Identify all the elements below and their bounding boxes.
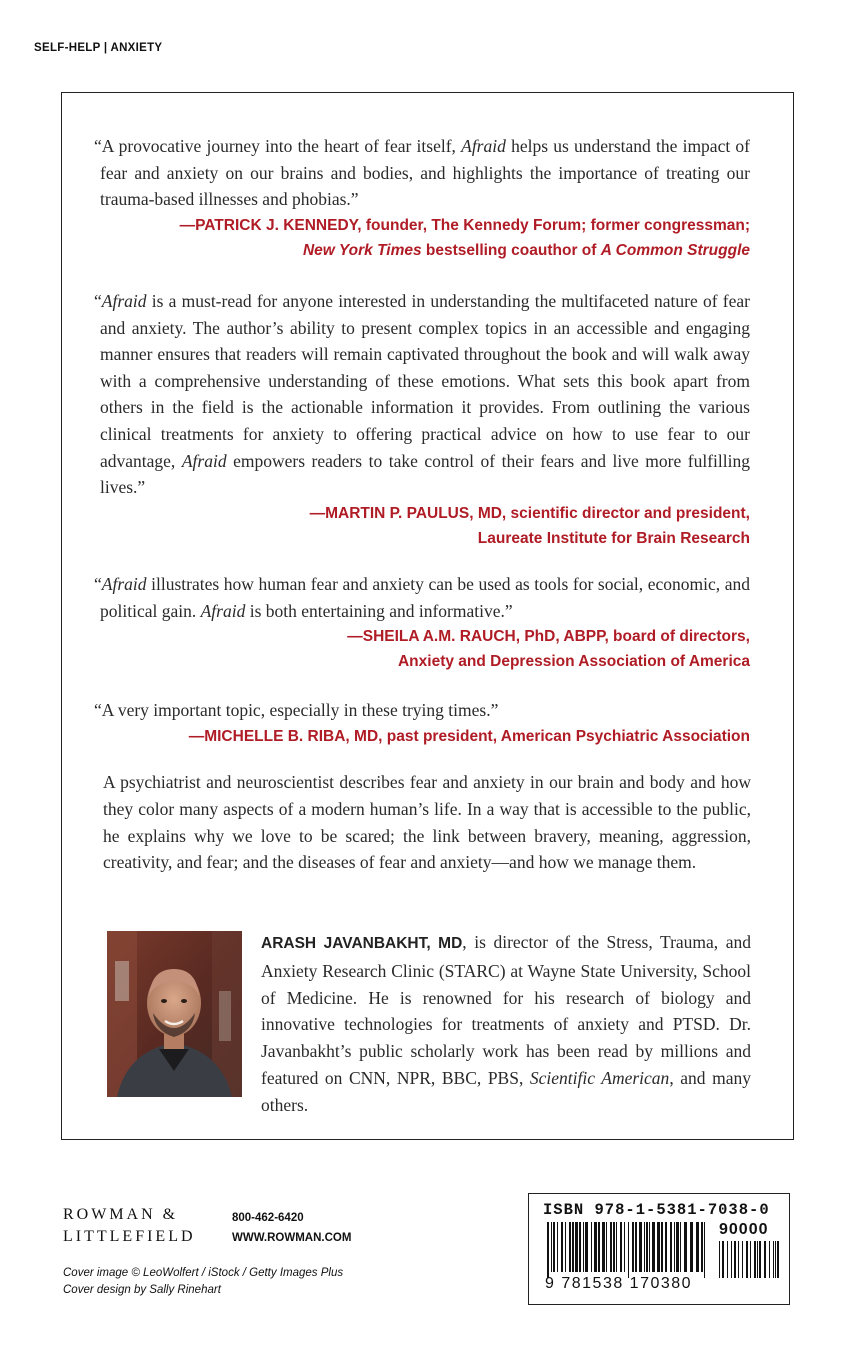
quote-text: “A provocative journey into the heart of fear itself, Afraid helps us understand the impact of fear and anxiety on our brains and bodies, and highlights the importance of treating our trauma-based illnesses and phobias.” bbox=[94, 136, 750, 210]
author-photo bbox=[107, 931, 242, 1097]
quote-text: “A very important topic, especially in these trying times.” bbox=[94, 700, 499, 720]
quote-attribution: —MICHELLE B. RIBA, MD, past president, American Psychiatric Association bbox=[188, 727, 750, 745]
isbn-barcode bbox=[528, 1193, 790, 1305]
category-label: SELF-HELP | ANXIETY bbox=[34, 42, 163, 54]
author-bio: ARASH JAVANBAKHT, MD, is director of the Stress, Trauma, and Anxiety Research Clinic (STARC) at Wayne State University, School of Medicine. He is renowned for his research of biology and innovative technologies for treatments of anxiety and PTSD. Dr. Javanbakht’s public scholarly work has been read by millions and featured on CNN, NPR, BBC, PBS, Scientific American, and many others. bbox=[261, 932, 751, 1115]
publisher-contact bbox=[232, 1208, 351, 1248]
quote-text: “Afraid illustrates how human fear and anxiety can be used as tools for social, economic, and political gain. Afraid is both entertaining and informative.” bbox=[94, 574, 750, 621]
quote-attribution: —PATRICK J. KENNEDY, founder, The Kennedy Forum; former congressman; New York Times bestselling coauthor of A Common Struggle bbox=[179, 216, 750, 259]
publisher-website: WWW.ROWMAN.COM bbox=[232, 1232, 352, 1244]
quote-kennedy bbox=[94, 133, 750, 263]
book-description: A psychiatrist and neuroscientist describes fear and anxiety in our brain and body and how they color many aspects of a modern human’s life. In a way that is accessible to the public, he explains why we love to be scared; the link between bravery, meaning, aggression, creativity, and fear; and the diseases of fear and anxiety—and how we manage them. bbox=[103, 772, 751, 873]
cover-credits: Cover image © LeoWolfert / iStock / Getty Images Plus Cover design by Sally Rinehart bbox=[63, 1267, 344, 1296]
quote-text: “Afraid is a must-read for anyone interested in understanding the multifaceted nature of fear and anxiety. The author’s ability to present complex topics in an accessible and engaging manner ensures that readers will remain captivated throughout the book and will walk away with a comprehensive understanding of these emotions. What sets this book apart from others in the field is the actionable information it provides. From outlining the various clinical treatments for anxiety to offering practical advice on how to use fear to our advantage, Afraid empowers readers to take control of their fears and live more fulfilling lives.” bbox=[94, 291, 750, 498]
publisher-logo: ROWMAN & LITTLEFIELD bbox=[63, 1206, 196, 1245]
quote-attribution: —SHEILA A.M. RAUCH, PhD, ABPP, board of directors, Anxiety and Depression Association of America bbox=[347, 628, 750, 671]
isbn-number: ISBN 978-1-5381-7038-0 bbox=[543, 1201, 770, 1219]
quote-rauch bbox=[94, 571, 750, 674]
quote-attribution: —MARTIN P. PAULUS, MD, scientific director and president, Laureate Institute for Brain Research bbox=[309, 504, 750, 547]
quote-paulus bbox=[94, 288, 750, 551]
publisher-phone: 800-462-6420 bbox=[232, 1212, 304, 1224]
barcode-ean-digits: 9 781538 170380 bbox=[545, 1275, 693, 1292]
barcode-addon-digits: 90000 bbox=[719, 1221, 769, 1238]
author-name: ARASH JAVANBAKHT, MD bbox=[261, 935, 463, 952]
quote-riba bbox=[94, 697, 750, 749]
